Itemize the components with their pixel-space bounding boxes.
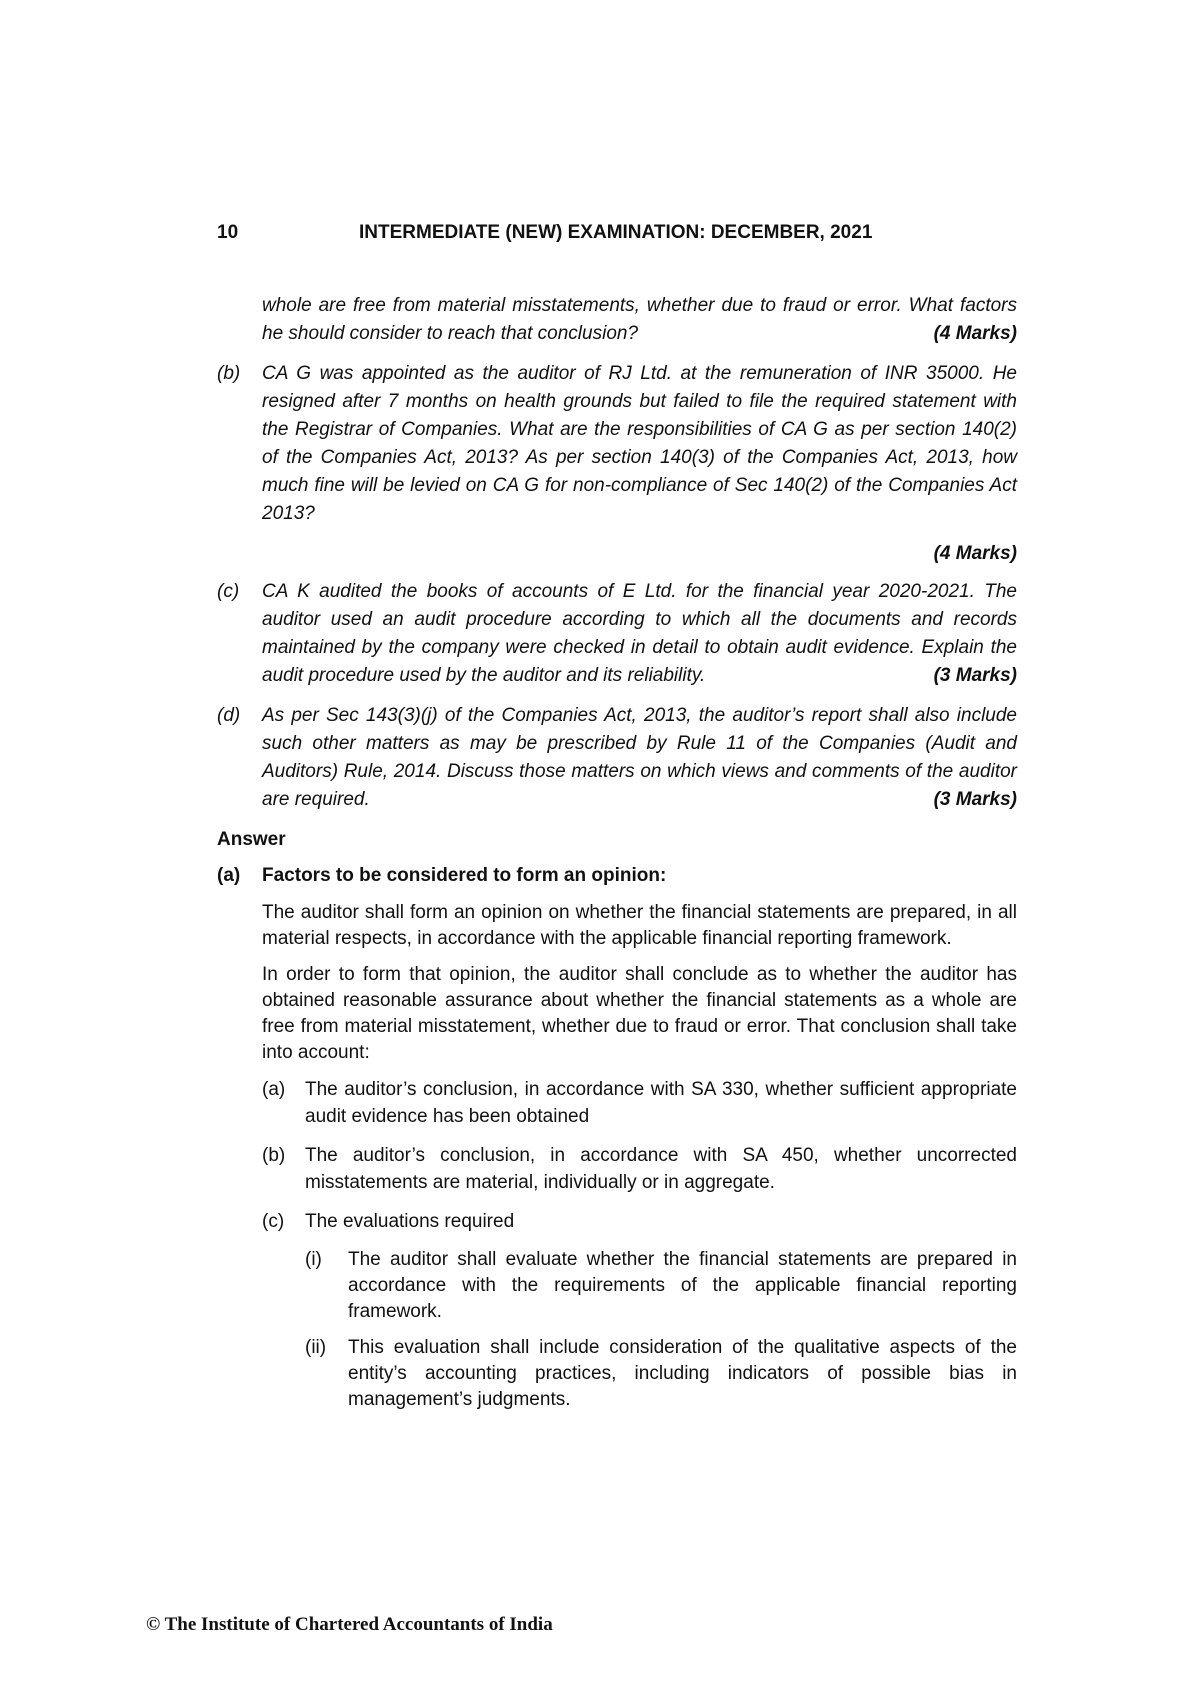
question-d bbox=[217, 702, 1017, 814]
answer-paragraph-1: The auditor shall form an opinion on whether the financial statements are prepared, in all material respects, in accordance with the applicable financial reporting framework. bbox=[262, 902, 1017, 949]
page-title: INTERMEDIATE (NEW) EXAMINATION: DECEMBER, 2021 bbox=[359, 222, 873, 243]
question-a-text: whole are free from material misstatements, whether due to fraud or error. What factors he should consider to reach that conclusion? bbox=[262, 295, 1017, 344]
page-header bbox=[217, 220, 1017, 246]
page-content bbox=[217, 292, 1017, 1423]
answer-heading: Answer bbox=[217, 829, 286, 850]
sub-list-item-label: (ii) bbox=[305, 1337, 327, 1358]
list-item bbox=[262, 1208, 1017, 1235]
question-d-marks: (3 Marks) bbox=[933, 789, 1017, 810]
list-item bbox=[262, 1076, 1017, 1130]
list-item-label: (c) bbox=[262, 1211, 285, 1232]
sub-list-item-label: (i) bbox=[305, 1249, 322, 1270]
question-b-label: (b) bbox=[217, 363, 241, 384]
list-item bbox=[262, 1142, 1017, 1196]
copyright-footer: © The Institute of Chartered Accountants of India bbox=[146, 1614, 553, 1635]
question-c-text: CA K audited the books of accounts of E Ltd. for the financial year 2020-2021. The auditor used an audit procedure according to which all the documents and records maintained by the company were checked in detail to obtain audit evidence. Explain the audit procedure used by the auditor and its reliability. bbox=[262, 581, 1017, 686]
question-d-text: As per Sec 143(3)(j) of the Companies Act, 2013, the auditor’s report shall also include such other matters as may be prescribed by Rule 11 of the Companies (Audit and Auditors) Rule, 2014. Discuss those matters on which views and comments of the auditor are required. bbox=[262, 705, 1017, 810]
question-a-continued bbox=[217, 292, 1017, 348]
question-b-marks: (4 Marks) bbox=[933, 543, 1017, 564]
question-c bbox=[217, 578, 1017, 690]
list-item-text: The auditor’s conclusion, in accordance with SA 450, whether uncorrected misstatements are material, individually or in aggregate. bbox=[305, 1145, 1017, 1193]
question-d-label: (d) bbox=[217, 705, 241, 726]
list-item-text: The auditor’s conclusion, in accordance with SA 330, whether sufficient appropriate audit evidence has been obtained bbox=[305, 1079, 1017, 1127]
answer-a-heading: Factors to be considered to form an opinion: bbox=[262, 865, 667, 886]
question-c-marks: (3 Marks) bbox=[933, 665, 1017, 686]
question-b bbox=[217, 360, 1017, 528]
question-b-text: CA G was appointed as the auditor of RJ Ltd. at the remuneration of INR 35000. He resigned after 7 months on health grounds but failed to file the required statement with the Registrar of Companies. What are the responsibilities of CA G as per section 140(2) of the Companies Act, 2013? As per section 140(3) of the Companies Act, 2013, how much fine will be levied on CA G for non-compliance of Sec 140(2) of the Companies Act 2013? bbox=[262, 363, 1017, 524]
answer-a-label: (a) bbox=[217, 865, 241, 886]
list-item-text: The evaluations required bbox=[305, 1211, 515, 1232]
answer-a-heading-row bbox=[217, 862, 1017, 890]
page-number: 10 bbox=[217, 222, 239, 243]
sub-list-item-text: This evaluation shall include consideration of the qualitative aspects of the entity’s accounting practices, including indicators of possible bias in management’s judgments. bbox=[348, 1337, 1017, 1410]
sub-list-item bbox=[305, 1247, 1017, 1325]
sub-list-item bbox=[305, 1335, 1017, 1413]
list-item-label: (b) bbox=[262, 1145, 286, 1166]
question-a-marks: (4 Marks) bbox=[933, 323, 1017, 344]
list-item-label: (a) bbox=[262, 1079, 286, 1100]
question-c-label: (c) bbox=[217, 581, 240, 602]
answer-paragraph-2: In order to form that opinion, the auditor shall conclude as to whether the auditor has obtained reasonable assurance about whether the financial statements as a whole are free from material misstatement, whether due to fraud or error. That conclusion shall take into account: bbox=[262, 964, 1017, 1063]
sub-list-item-text: The auditor shall evaluate whether the financial statements are prepared in accordance with the requirements of the applicable financial reporting framework. bbox=[348, 1249, 1017, 1322]
